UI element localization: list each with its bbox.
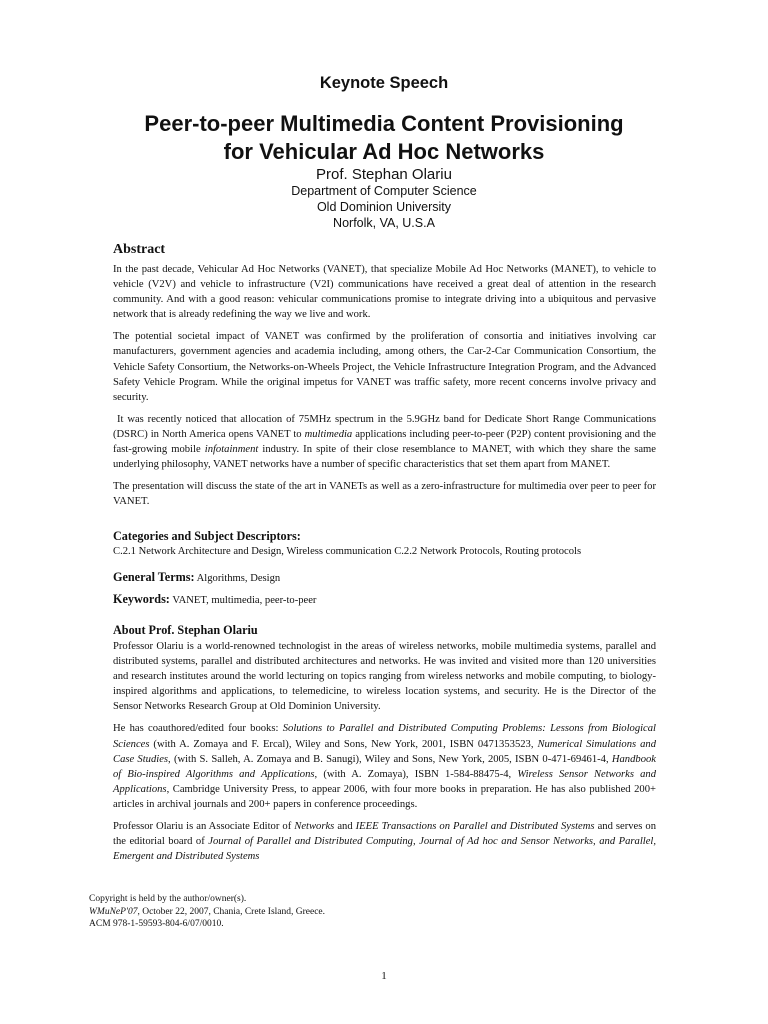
emphasis: multimedia	[304, 428, 353, 440]
affiliation-location: Norfolk, VA, U.S.A	[333, 216, 435, 230]
about-paragraph-3	[113, 819, 656, 864]
book-title: Wireless Sensor Networks and Applications	[113, 768, 657, 795]
text-run: Professor Olariu is an Associate Editor of	[113, 821, 295, 833]
keynote-label: Keynote Speech	[319, 74, 449, 92]
paper-title	[0, 110, 768, 166]
text-run: and serves on the editorial board of	[113, 821, 657, 848]
title-line-2: for Vehicular Ad Hoc Networks	[223, 139, 545, 164]
abstract-paragraph-4: The presentation will discuss the state of the art in VANETs as well as a zero-infrastructure for multimedia over peer to peer for VANET.	[113, 481, 656, 508]
general-terms	[113, 570, 280, 585]
venue-name: WMuNeP'07	[89, 906, 138, 917]
journal-title: Networks	[294, 821, 335, 833]
text-run: It was recently noticed that allocation of 75MHz spectrum in the 5.9GHz band for Dedicate Short Range Communications (DSRC) in North America opens VANET to	[113, 413, 656, 440]
book-title: Handbook of Bio-inspired Algorithms and Applications	[113, 753, 656, 780]
about-heading: About Prof. Stephan Olariu	[113, 623, 258, 637]
author-affiliation	[0, 183, 768, 231]
abstract-paragraph-1: In the past decade, Vehicular Ad Hoc Networks (VANET), that specialize Mobile Ad Hoc Networks (MANET), to vehicle to vehicle (V2V) and vehicle to infrastructure (V2I) communications have received a great deal of attention in the research community. And with a good reason: vehicular communications promise to integrate driving into a ubiquitous and pervasive network that is already redefining the way we live and work.	[113, 264, 656, 321]
keywords-label: Keywords:	[113, 592, 170, 606]
affiliation-department: Department of Computer Science	[291, 184, 477, 198]
venue-line	[89, 906, 325, 919]
page-number: 1	[381, 970, 387, 982]
about-paragraph-2	[113, 721, 656, 812]
text-run: , (with A. Zomaya), ISBN 1-584-88475-4,	[314, 768, 518, 780]
keywords	[113, 592, 316, 607]
affiliation-university: Old Dominion University	[316, 200, 452, 214]
about-paragraph-1: Professor Olariu is a world-renowned technologist in the areas of wireless networks, mobile multimedia systems, parallel and distributed systems, parallel and distributed architectures and networks. He was invited and visited more than 120 universities and research institutes around the world lecturing on topics ranging from wireless networks and mobile computing, to biology-inspired algorithms and applications, to telemedicine, to wireless location systems, and security. He is the Director of the Sensor Networks Research Group at Old Dominion University.	[113, 641, 656, 713]
title-line-1: Peer-to-peer Multimedia Content Provisioning	[144, 111, 624, 136]
emphasis: infotainment	[204, 444, 259, 456]
keywords-text: VANET, multimedia, peer-to-peer	[169, 595, 317, 606]
categories-text: C.2.1 Network Architecture and Design, Wireless communication C.2.2 Network Protocols, Routing protocols	[113, 546, 582, 557]
text-run: industry. In spite of their close resemblance to MANET, with which they share the same underlying philosophy, VANET networks have a number of specific characteristics that set them apart from MANET.	[113, 444, 656, 471]
text-run: (with A. Zomaya and F. Ercal), Wiley and Sons, New York, 2001, ISBN 0471353523,	[149, 738, 538, 750]
venue-details: , October 22, 2007, Chania, Crete Island, Greece.	[137, 906, 326, 917]
about-body	[113, 639, 656, 871]
copyright-block	[89, 893, 325, 931]
abstract-heading: Abstract	[113, 242, 166, 257]
abstract-paragraph-2: The potential societal impact of VANET was confirmed by the proliferation of consortia and initiatives involving car manufacturers, government agencies and academia including, among others, the Car-2-Car Communication Consortium, the Vehicle Safety Consortium, the Networks-on-Wheels Project, the Vehicle Infrastructure Integration Program, and the Advanced Safety Vehicle Program. While the original impetus for VANET was traffic safety, more recent concerns involve privacy and security.	[113, 331, 656, 403]
text-run: He has coauthored/edited four books:	[113, 723, 283, 735]
copyright-notice: Copyright is held by the author/owner(s).	[89, 894, 247, 904]
text-run: and	[334, 821, 356, 833]
book-title: Numerical Simulations and Case Studies	[113, 738, 656, 765]
text-run: , Cambridge University Press, to appear 2006, with four more books in preparation. He has also published 200+ articles in archival journals and 200+ papers in conference proceedings.	[113, 783, 656, 810]
text-run: applications including peer-to-peer (P2P) content provisioning and the fast-growing mobile	[113, 428, 656, 456]
acm-isbn: ACM 978-1-59593-804-6/07/0010.	[89, 919, 224, 929]
abstract-body	[113, 262, 656, 516]
general-terms-label: General Terms:	[113, 570, 195, 584]
book-title: Solutions to Parallel and Distributed Computing Problems: Lessons from Biological Sciences	[113, 723, 656, 750]
general-terms-text: Algorithms, Design	[194, 573, 281, 584]
journal-title: IEEE Transactions on Parallel and Distributed Systems	[355, 821, 595, 833]
journal-title: Journal of Parallel and Distributed Computing, Journal of Ad hoc and Sensor Networks, and Parallel, Emergent and Distributed Systems	[113, 836, 656, 863]
author-name: Prof. Stephan Olariu	[316, 166, 452, 183]
text-run: , (with S. Salleh, A. Zomaya and B. Sanugi), Wiley and Sons, New York, 2005, ISBN 0-471-69461-4,	[168, 753, 612, 765]
abstract-paragraph-3	[113, 412, 656, 472]
categories-heading: Categories and Subject Descriptors:	[113, 529, 301, 543]
